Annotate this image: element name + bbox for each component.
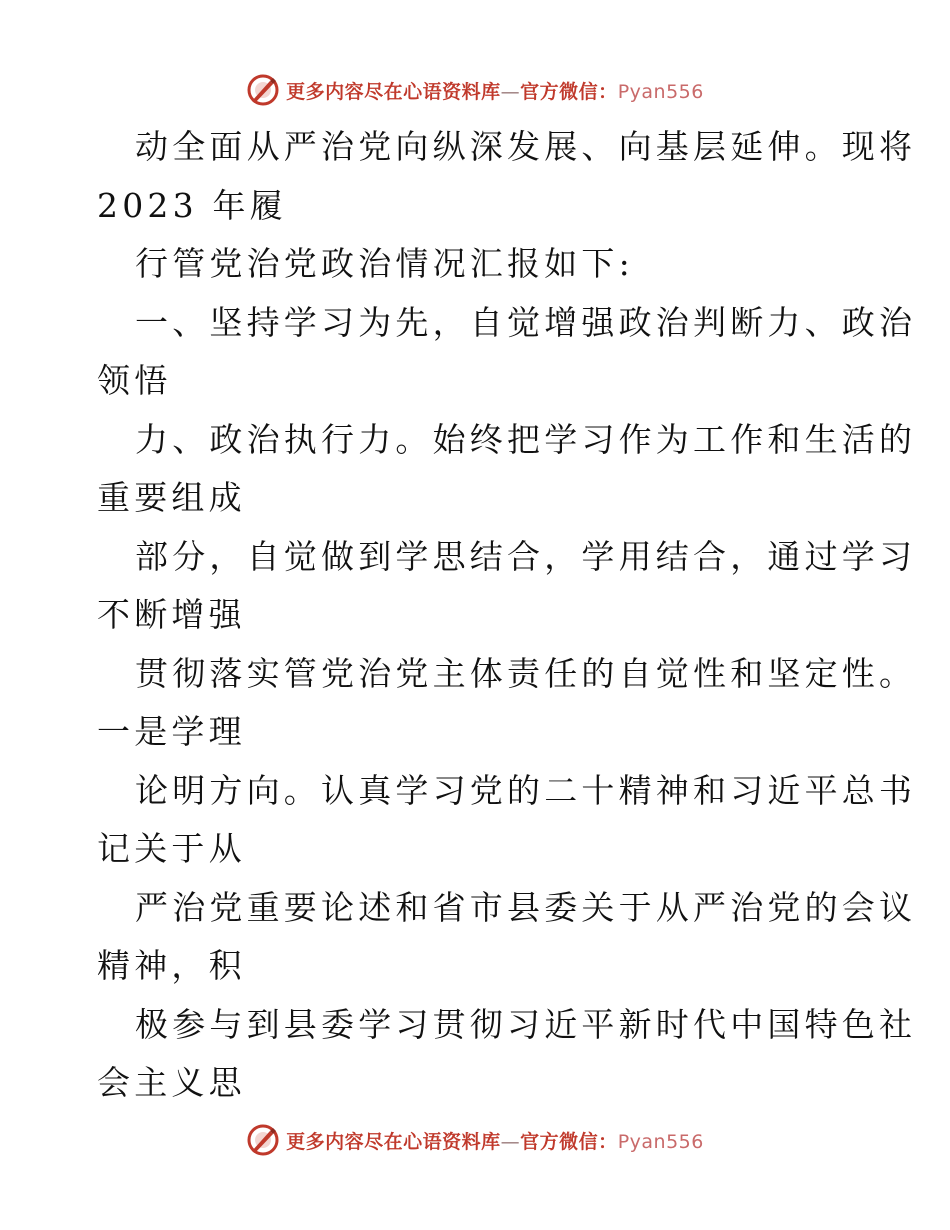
pen-circle-logo-icon xyxy=(246,1123,280,1157)
footer-banner xyxy=(0,1120,950,1160)
footer-banner-text xyxy=(286,1127,704,1154)
header-banner-text xyxy=(286,77,704,104)
body-line: 领悟 xyxy=(97,361,172,400)
body-line: 精神，积 xyxy=(97,946,246,985)
body-line: 论明方向。认真学习党的二十精神和习近平总书 xyxy=(135,770,917,810)
body-line: 力、政治执行力。始终把学习作为工作和生活的 xyxy=(135,419,917,459)
body-line: 重要组成 xyxy=(97,478,246,517)
body-line: 一、坚持学习为先，自觉增强政治判断力、政治 xyxy=(135,302,917,342)
header-separator: — xyxy=(500,80,521,103)
document-body xyxy=(97,118,917,1113)
header-site-text: 更多内容尽在心语资料库 xyxy=(286,80,501,103)
header-wechat-label: 官方微信： xyxy=(520,80,618,103)
body-line: 会主义思 xyxy=(97,1063,246,1102)
body-line: 一是学理 xyxy=(97,712,246,751)
body-line: 贯彻落实管党治党主体责任的自觉性和坚定性。 xyxy=(135,653,917,693)
footer-wechat-label: 官方微信： xyxy=(520,1130,618,1153)
body-line: 动全面从严治党向纵深发展、向基层延伸。现将 xyxy=(135,127,917,166)
body-line: 2023 年履 xyxy=(97,185,287,225)
body-line: 行管党治党政治情况汇报如下: xyxy=(135,244,634,283)
pen-circle-logo-icon xyxy=(246,73,280,107)
footer-site-text: 更多内容尽在心语资料库 xyxy=(286,1130,501,1153)
body-line: 部分，自觉做到学思结合，学用结合，通过学习 xyxy=(135,536,917,576)
header-banner xyxy=(0,70,950,110)
footer-wechat-id: Pyan556 xyxy=(617,1130,704,1153)
footer-separator: — xyxy=(500,1130,521,1153)
header-wechat-id: Pyan556 xyxy=(617,80,704,103)
body-line: 记关于从 xyxy=(97,829,246,868)
body-line: 极参与到县委学习贯彻习近平新时代中国特色社 xyxy=(135,1004,917,1044)
body-line: 严治党重要论述和省市县委关于从严治党的会议 xyxy=(135,887,917,927)
body-line: 不断增强 xyxy=(97,595,246,634)
